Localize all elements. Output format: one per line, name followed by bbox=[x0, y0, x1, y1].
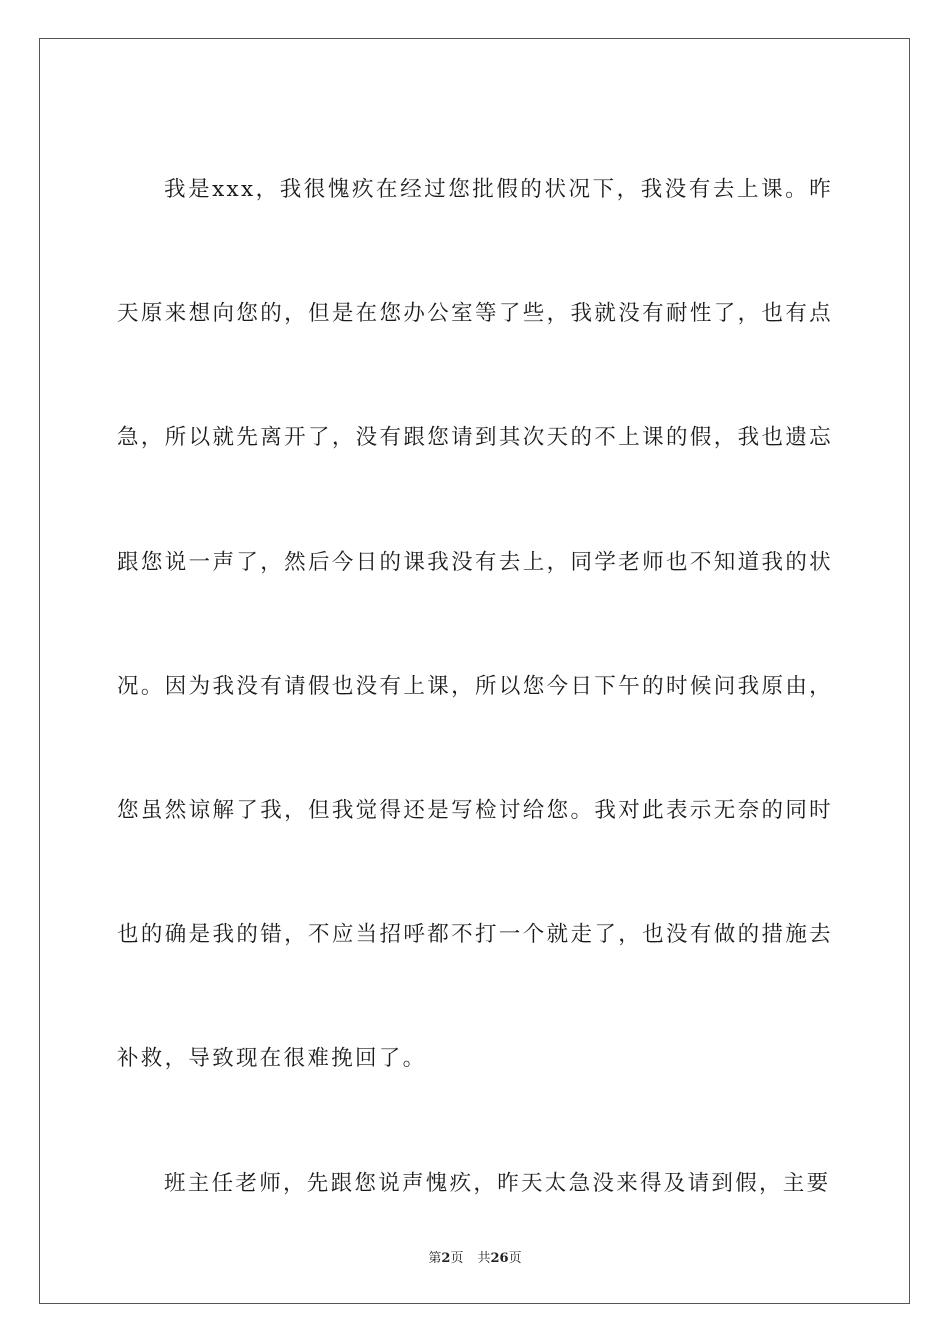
document-body bbox=[117, 128, 833, 1246]
paragraph-1: 我是xxx，我很愧疚在经过您批假的状况下，我没有去上课。昨天原来想向您的，但是在您办公室等了些，我就没有耐性了，也有点急，所以就先离开了，没有跟您请到其次天的不上课的假，我也遗忘跟您说一声了，然后今日的课我没有去上，同学老师也不知道我的状况。因为我没有请假也没有上课，所以您今日下午的时候问我原由，您虽然谅解了我，但我觉得还是写检讨给您。我对此表示无奈的同时也的确是我的错，不应当招呼都不打一个就走了，也没有做的措施去补救，导致现在很难挽回了。 bbox=[117, 177, 833, 1072]
page-prefix: 第 bbox=[428, 1251, 442, 1266]
total-pages: 26 bbox=[490, 1251, 509, 1266]
total-suffix: 页 bbox=[508, 1251, 522, 1266]
page-footer bbox=[0, 1247, 950, 1266]
page-number: 2 bbox=[441, 1251, 451, 1266]
paragraph-2: 班主任老师，先跟您说声愧疚，昨天太急没来得及请到假，主要 bbox=[164, 1170, 831, 1196]
page-suffix: 页 bbox=[450, 1251, 464, 1266]
total-prefix: 共 bbox=[477, 1251, 491, 1266]
